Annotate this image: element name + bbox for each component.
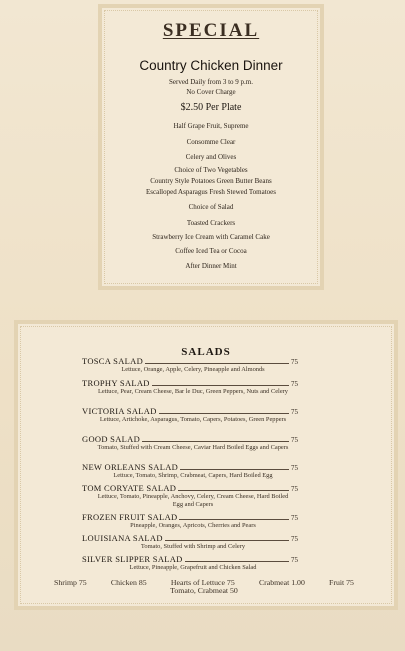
salad-item: [82, 434, 298, 452]
salad-item: [82, 554, 298, 572]
salad-name: SILVER SLIPPER SALAD: [82, 554, 183, 564]
special-panel: [98, 4, 324, 290]
salad-item: [82, 462, 298, 480]
course-item: Country Style Potatoes Green Butter Beans: [150, 177, 272, 185]
salad-price: 75: [291, 535, 298, 543]
dinner-price: $2.50 Per Plate: [180, 102, 242, 113]
salad-description: Tomato, Stuffed with Shrimp and Celery: [140, 543, 246, 550]
extra-crabmeat: Crabmeat 1.00: [258, 578, 305, 587]
extras-line: [54, 578, 354, 595]
salad-price: 75: [291, 485, 298, 493]
salad-name: TROPHY SALAD: [82, 378, 150, 388]
course-item: Strawberry Ice Cream with Caramel Cake: [152, 233, 270, 241]
course-item: Choice of Two Vegetables: [174, 166, 248, 174]
salads-heading: SALADS: [181, 346, 231, 358]
salad-description: Lettuce, Orange, Apple, Celery, Pineapple and Almonds: [121, 366, 265, 373]
salad-price: 75: [291, 380, 298, 388]
extra-shrimp: Shrimp 75: [54, 578, 87, 587]
dot-leader: [152, 385, 289, 386]
course-item: Coffee Iced Tea or Cocoa: [175, 247, 247, 255]
dot-leader: [179, 519, 289, 520]
course-item: Celery and Olives: [185, 153, 237, 161]
salad-price: 75: [291, 358, 298, 366]
salad-item: [82, 512, 298, 530]
dot-leader: [178, 490, 289, 491]
extra-fruit: Fruit 75: [329, 578, 354, 587]
course-item: Escalloped Asparagus Fresh Stewed Tomatoes: [145, 188, 277, 196]
extra-tomato-crabmeat: Tomato, Crabmeat 50: [170, 586, 238, 595]
salad-name: LOUISIANA SALAD: [82, 533, 163, 543]
salad-item: [82, 483, 298, 508]
salad-description: Tomato, Stuffed with Cream Cheese, Caviar Hard Boiled Eggs and Capers: [97, 444, 289, 451]
special-heading: SPECIAL: [162, 20, 260, 41]
salad-description: Pineapple, Oranges, Apricots, Cherries and Pears: [130, 522, 256, 529]
dot-leader: [165, 540, 289, 541]
salad-description: Lettuce, Pineapple, Grapefruit and Chicken Salad: [129, 564, 257, 571]
salad-price: 75: [291, 464, 298, 472]
course-item: After Dinner Mint: [185, 262, 237, 270]
salad-item: [82, 378, 298, 396]
salad-description: Lettuce, Pear, Cream Cheese, Bar le Duc, Green Peppers, Nuts and Celery: [98, 388, 288, 395]
salad-name: TOM CORYATE SALAD: [82, 483, 177, 493]
extra-hearts: Hearts of Lettuce 75: [170, 578, 235, 587]
course-item: Consomme Clear: [186, 138, 236, 146]
salad-name: NEW ORLEANS SALAD: [82, 462, 179, 472]
salad-price: 75: [291, 436, 298, 444]
salad-price: 75: [291, 408, 298, 416]
salad-description: Lettuce, Artichoke, Asparagus, Tomato, Capers, Potatoes, Green Peppers: [99, 416, 287, 423]
dot-leader: [159, 413, 289, 414]
salad-item: [82, 533, 298, 551]
course-item: Half Grape Fruit, Supreme: [173, 122, 249, 130]
dinner-title: Country Chicken Dinner: [139, 58, 283, 73]
salad-item: [82, 406, 298, 424]
dot-leader: [145, 363, 289, 364]
salad-price: 75: [291, 514, 298, 522]
salad-description: Lettuce, Tomato, Shrimp, Crabmeat, Capers, Hard Boiled Egg: [113, 472, 273, 479]
salad-name: TOSCA SALAD: [82, 356, 144, 366]
extra-chicken: Chicken 85: [110, 578, 147, 587]
salad-item: [82, 356, 298, 374]
course-item: Choice of Salad: [188, 203, 234, 211]
dot-leader: [142, 441, 289, 442]
dot-leader: [180, 469, 289, 470]
served-hours: Served Daily from 3 to 9 p.m.: [169, 78, 253, 86]
cover-charge: No Cover Charge: [186, 88, 236, 96]
salad-name: GOOD SALAD: [82, 434, 141, 444]
dot-leader: [185, 561, 289, 562]
salad-description: Lettuce, Tomato, Pineapple, Anchovy, Celery, Cream Cheese, Hard Boiled Egg and Capers: [97, 493, 289, 508]
salad-price: 75: [291, 556, 298, 564]
course-item: Toasted Crackers: [186, 219, 236, 227]
salad-name: VICTORIA SALAD: [82, 406, 157, 416]
salad-name: FROZEN FRUIT SALAD: [82, 512, 178, 522]
